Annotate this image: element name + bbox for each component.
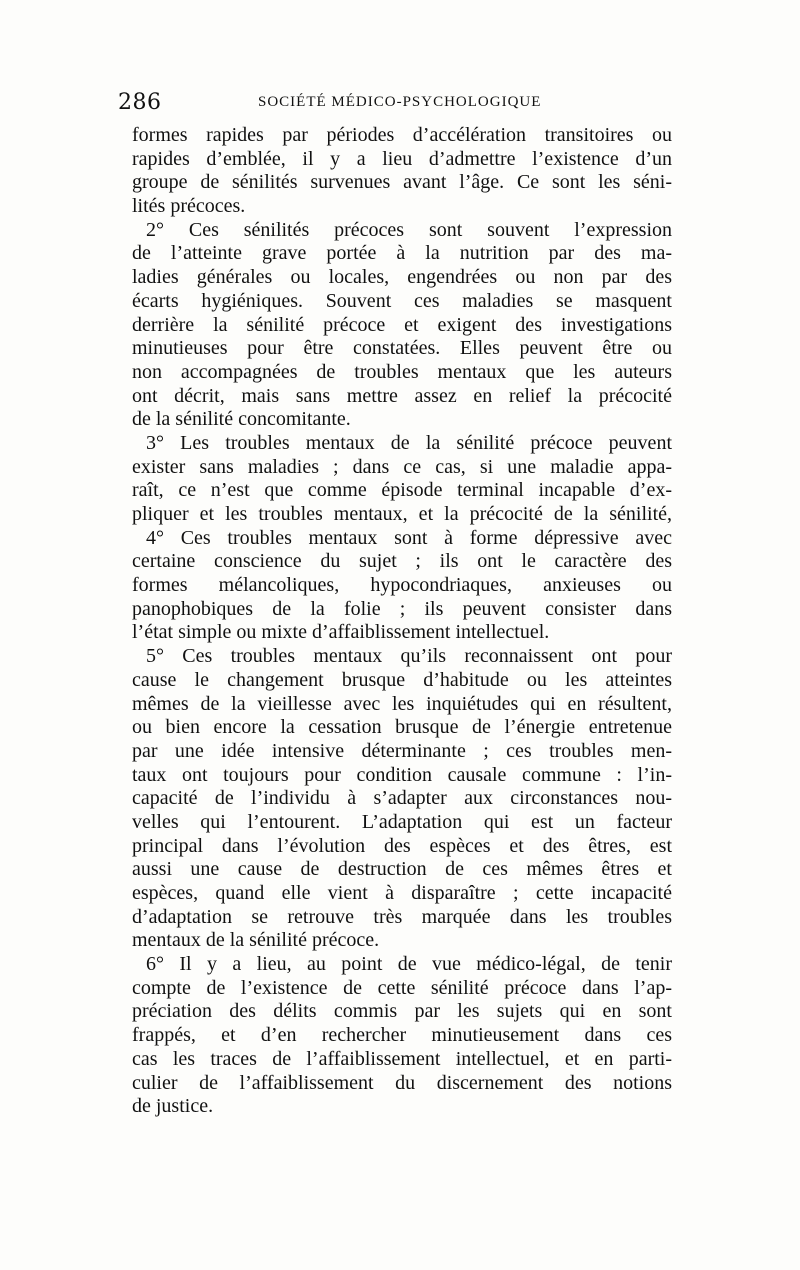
text-line: cas les traces de l’affaiblissement intellectuel, et en parti- bbox=[132, 1047, 672, 1070]
running-head: SOCIÉTÉ MÉDICO-PSYCHOLOGIQUE bbox=[258, 94, 542, 110]
text-line: espèces, quand elle vient à disparaître ; cette incapacité bbox=[132, 882, 672, 904]
page-header bbox=[118, 90, 678, 116]
text-line: 5° Ces troubles mentaux qu’ils reconnaissent ont pour bbox=[146, 645, 672, 668]
text-line: exister sans maladies ; dans ce cas, si une maladie appa- bbox=[132, 455, 672, 478]
text-line: non accompagnées de troubles mentaux que les auteurs bbox=[132, 360, 672, 383]
text-line: écarts hygiéniques. Souvent ces maladies se masquent bbox=[132, 289, 672, 312]
text-line: 6° Il y a lieu, au point de vue médico-légal, de tenir bbox=[146, 953, 672, 976]
text-line: compte de l’existence de cette sénilité précoce dans l’ap- bbox=[132, 976, 672, 999]
text-line: velles qui l’entourent. L’adaptation qui est un facteur bbox=[132, 810, 672, 833]
text-line: formes rapides par périodes d’accélération transitoires ou bbox=[132, 124, 672, 146]
text-line: par une idée intensive déterminante ; ces troubles men- bbox=[132, 739, 672, 762]
text-line: certaine conscience du sujet ; ils ont le caractère des bbox=[132, 550, 672, 573]
text-line: 4° Ces troubles mentaux sont à forme dépressive avec bbox=[146, 526, 672, 549]
text-line: culier de l’affaiblissement du discernement des notions bbox=[132, 1071, 672, 1094]
text-line: ou bien encore la cessation brusque de l’énergie entretenue bbox=[132, 716, 672, 739]
text-line: minutieuses pour être constatées. Elles peuvent être ou bbox=[132, 337, 672, 360]
text-line: 2° Ces sénilités précoces sont souvent l’expression bbox=[146, 218, 672, 241]
text-line: taux ont toujours pour condition causale commune : l’in- bbox=[132, 763, 672, 786]
text-line: d’adaptation se retrouve très marquée dans les troubles bbox=[132, 905, 672, 928]
text-line: ladies générales ou locales, engendrées ou non par des bbox=[132, 266, 672, 289]
body-text bbox=[132, 124, 672, 1119]
page-number: 286 bbox=[118, 90, 162, 115]
text-line: mentaux de la sénilité précoce. bbox=[132, 929, 380, 952]
text-line: aussi une cause de destruction de ces mêmes êtres et bbox=[132, 858, 672, 881]
text-line: de la sénilité concomitante. bbox=[132, 408, 351, 431]
text-line: lités précoces. bbox=[132, 195, 246, 218]
text-line: rapides d’emblée, il y a lieu d’admettre l’existence d’un bbox=[132, 147, 672, 170]
text-line: derrière la sénilité précoce et exigent des investigations bbox=[132, 313, 672, 336]
text-line: de l’atteinte grave portée à la nutrition par des ma- bbox=[132, 242, 672, 265]
text-line: de justice. bbox=[132, 1095, 214, 1118]
text-line: l’état simple ou mixte d’affaiblissement intellectuel. bbox=[132, 621, 550, 644]
text-line: préciation des délits commis par les sujets qui en sont bbox=[132, 1000, 672, 1023]
text-line: panophobiques de la folie ; ils peuvent consister dans bbox=[132, 597, 672, 620]
text-line: groupe de sénilités survenues avant l’âge. Ce sont les séni- bbox=[132, 171, 672, 194]
text-line: 3° Les troubles mentaux de la sénilité précoce peuvent bbox=[146, 431, 672, 454]
text-line: cause le changement brusque d’habitude ou les atteintes bbox=[132, 668, 672, 691]
text-line: mêmes de la vieillesse avec les inquiétudes qui en résultent, bbox=[132, 692, 672, 715]
text-line: pliquer et les troubles mentaux, et la précocité de la sénilité, bbox=[132, 503, 672, 525]
text-line: ont décrit, mais sans mettre assez en relief la précocité bbox=[132, 384, 672, 407]
text-line: frappés, et d’en rechercher minutieusement dans ces bbox=[132, 1024, 672, 1047]
text-line: capacité de l’individu à s’adapter aux circonstances nou- bbox=[132, 787, 672, 810]
text-line: raît, ce n’est que comme épisode terminal incapable d’ex- bbox=[132, 479, 672, 502]
text-line: principal dans l’évolution des espèces et des êtres, est bbox=[132, 834, 672, 857]
text-line: formes mélancoliques, hypocondriaques, anxieuses ou bbox=[132, 574, 672, 597]
